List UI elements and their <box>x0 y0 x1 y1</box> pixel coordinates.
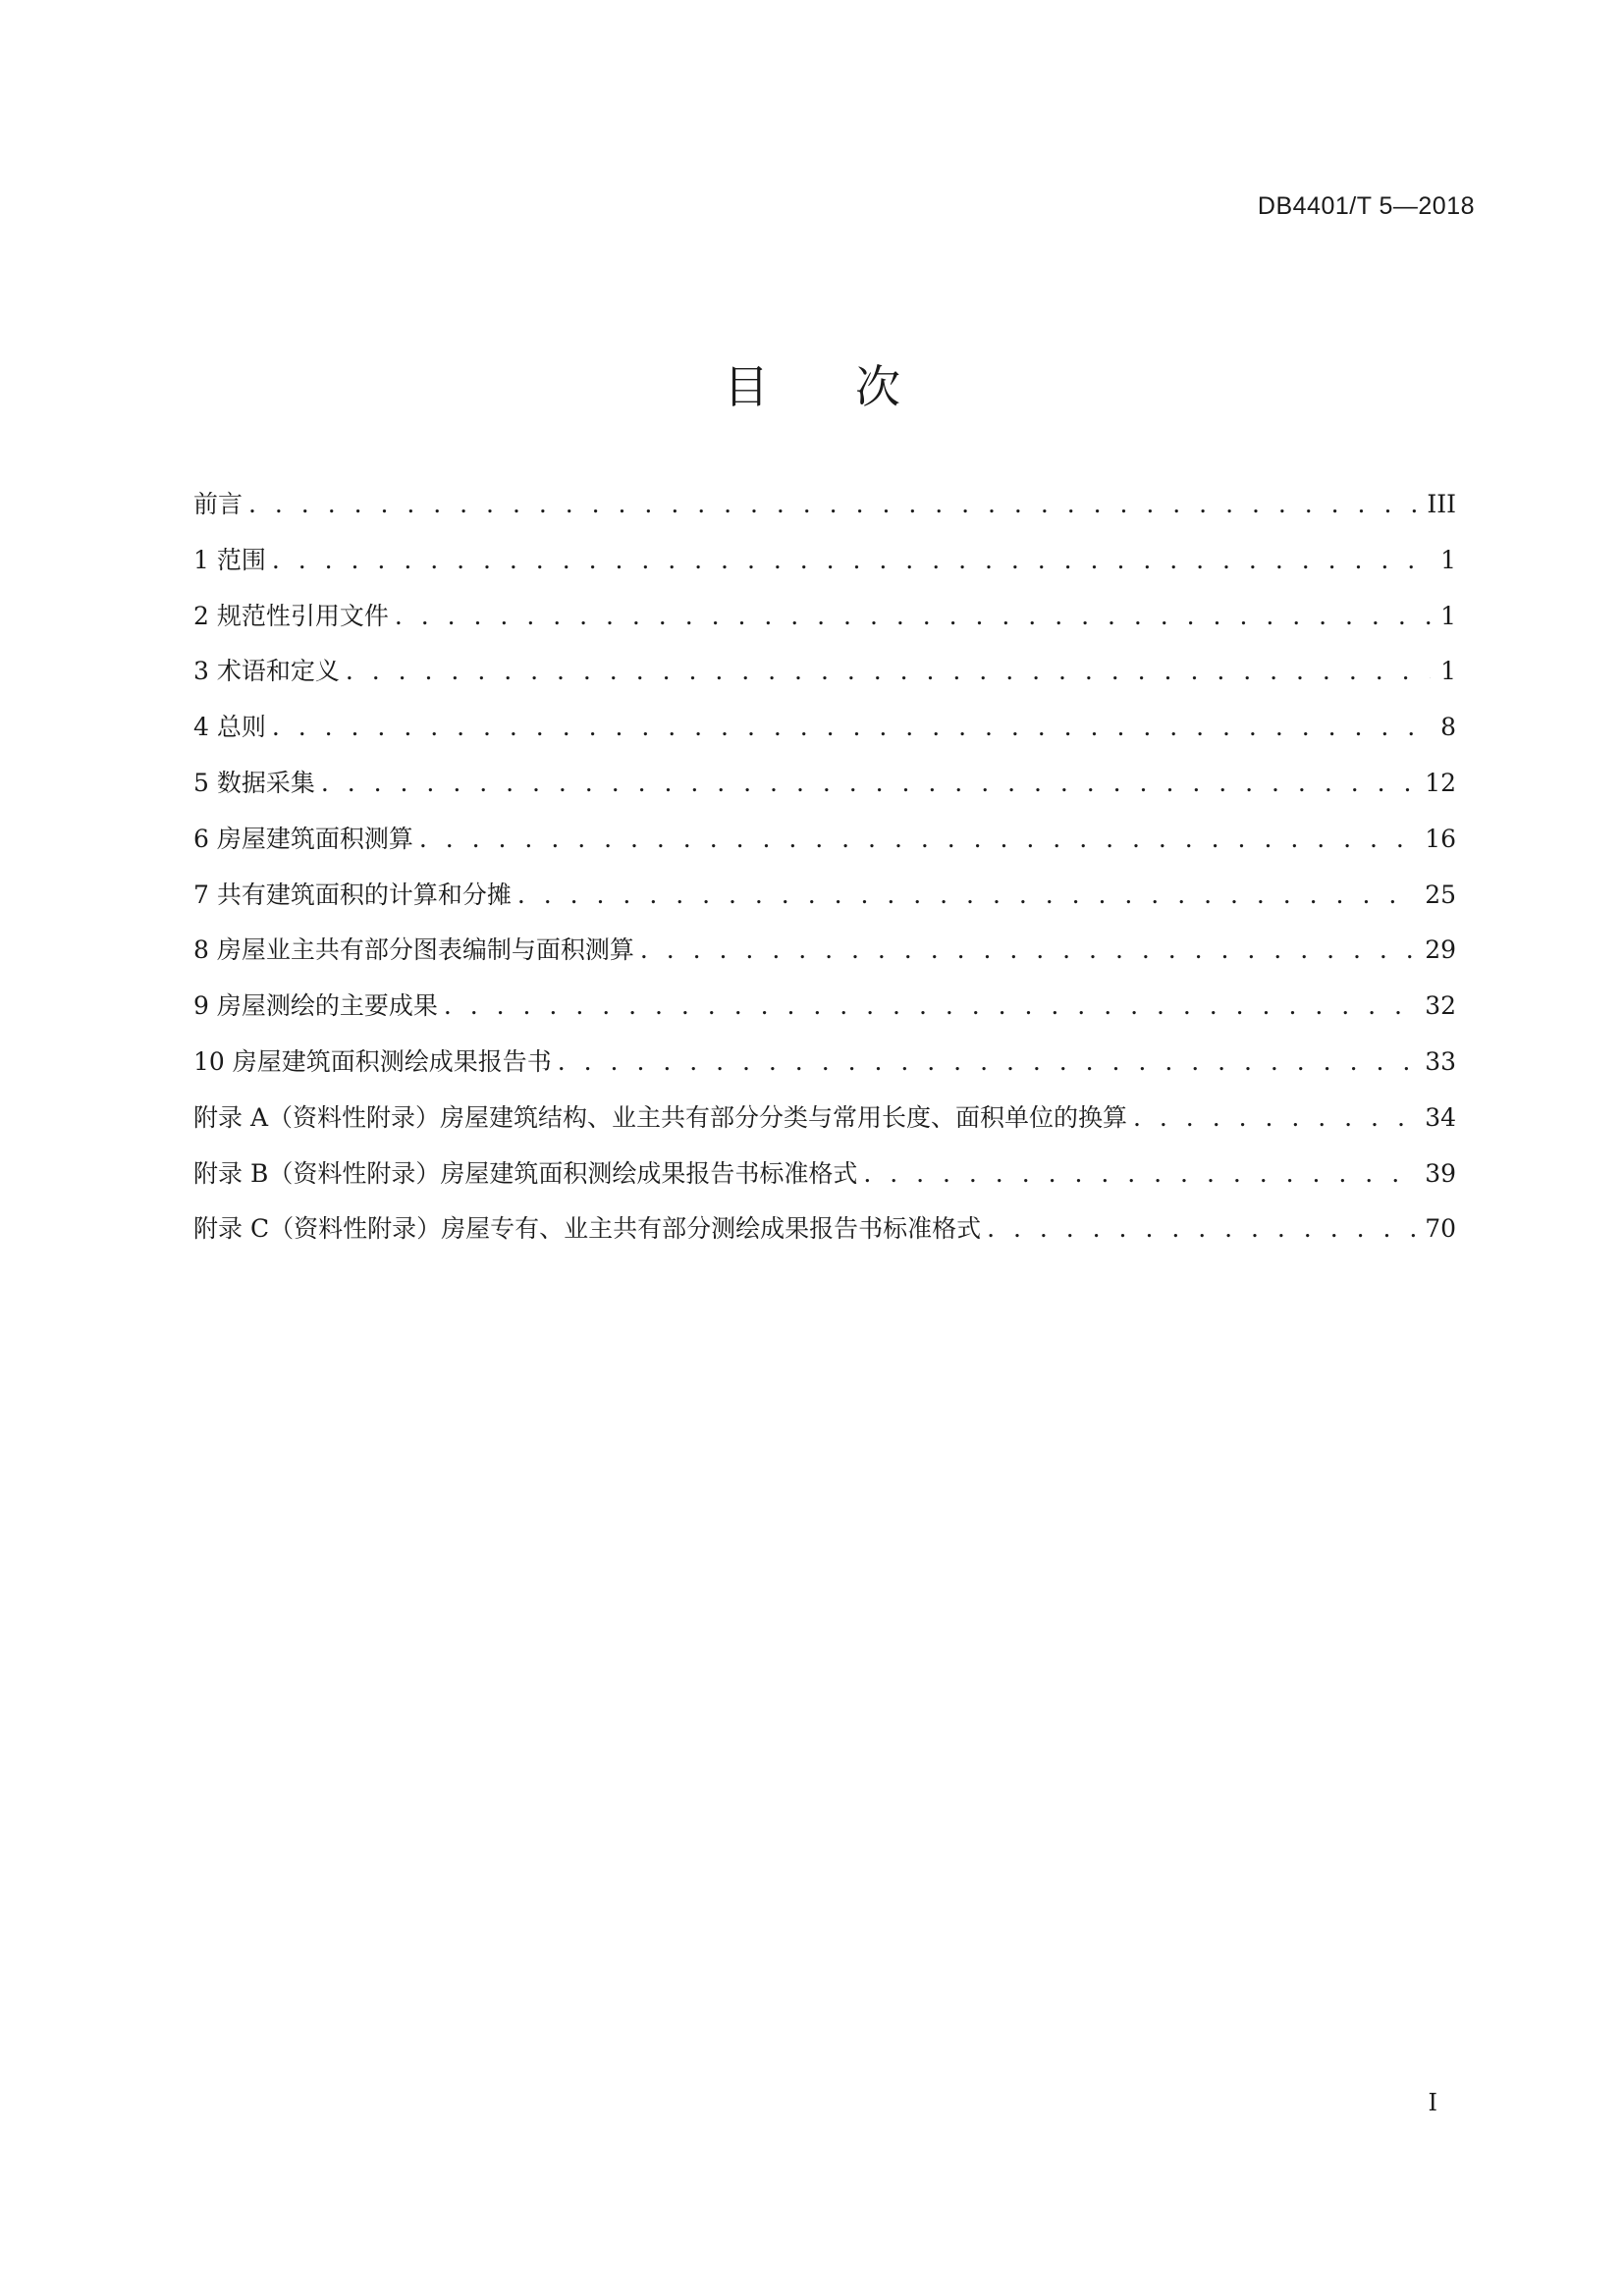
toc-entry-label: 前言 <box>193 490 244 518</box>
toc-dot-leader <box>987 1214 1415 1243</box>
toc-entry-label: 附录 A（资料性附录）房屋建筑结构、业主共有部分分类与常用长度、面积单位的换算 <box>193 1102 1128 1132</box>
toc-entry-label: 5 数据采集 <box>193 768 315 797</box>
page-number: I <box>1428 2089 1437 2116</box>
toc-entry-1[interactable] <box>193 541 1456 597</box>
table-of-contents <box>193 485 1456 1265</box>
toc-entry-3[interactable] <box>193 652 1456 708</box>
toc-dot-leader <box>395 602 1431 630</box>
toc-entry-label: 10 房屋建筑面积测绘成果报告书 <box>193 1046 552 1076</box>
toc-entry-page: 39 <box>1425 1158 1456 1188</box>
toc-entry-label: 1 范围 <box>193 545 266 574</box>
toc-dot-leader <box>419 825 1415 853</box>
toc-entry-page: 34 <box>1425 1102 1456 1132</box>
toc-entry-6[interactable] <box>193 820 1456 876</box>
toc-entry-label: 3 术语和定义 <box>193 657 340 686</box>
toc-entry-appendix-c[interactable] <box>193 1209 1456 1265</box>
toc-entry-8[interactable] <box>193 931 1456 987</box>
toc-entry-label: 4 总则 <box>193 713 266 742</box>
toc-dot-leader <box>1133 1103 1415 1132</box>
toc-entry-page: 8 <box>1440 713 1456 742</box>
toc-entry-label: 9 房屋测绘的主要成果 <box>193 991 438 1021</box>
toc-entry-page: 33 <box>1425 1046 1456 1076</box>
toc-entry-preface[interactable] <box>193 485 1456 541</box>
toc-entry-5[interactable] <box>193 764 1456 820</box>
toc-entry-label: 6 房屋建筑面积测算 <box>193 824 413 853</box>
toc-entry-7[interactable] <box>193 876 1456 932</box>
toc-entry-page: 25 <box>1425 880 1456 909</box>
toc-entry-page: 32 <box>1425 991 1456 1021</box>
toc-dot-leader <box>321 769 1415 797</box>
toc-entry-page: 12 <box>1425 768 1456 797</box>
toc-entry-page: 1 <box>1440 657 1456 686</box>
toc-dot-leader <box>248 490 1417 518</box>
toc-entry-label: 8 房屋业主共有部分图表编制与面积测算 <box>193 935 634 965</box>
toc-dot-leader <box>272 713 1431 741</box>
toc-entry-label: 7 共有建筑面积的计算和分摊 <box>193 880 512 909</box>
toc-entry-label: 附录 C（资料性附录）房屋专有、业主共有部分测绘成果报告书标准格式 <box>193 1214 982 1244</box>
toc-entry-4[interactable] <box>193 708 1456 764</box>
toc-entry-appendix-a[interactable] <box>193 1098 1456 1154</box>
toc-entry-10[interactable] <box>193 1042 1456 1098</box>
toc-entry-label: 附录 B（资料性附录）房屋建筑面积测绘成果报告书标准格式 <box>193 1158 858 1188</box>
toc-entry-page: 16 <box>1425 824 1456 853</box>
toc-entry-page: 1 <box>1440 545 1456 574</box>
toc-dot-leader <box>640 935 1415 964</box>
toc-dot-leader <box>444 991 1415 1020</box>
toc-dot-leader <box>863 1159 1415 1188</box>
page-title: 目次 <box>724 360 987 413</box>
toc-entry-page: 70 <box>1425 1214 1456 1244</box>
toc-entry-2[interactable] <box>193 597 1456 653</box>
toc-dot-leader <box>517 881 1415 909</box>
toc-dot-leader <box>346 657 1431 685</box>
document-code: DB4401/T 5—2018 <box>1257 192 1475 220</box>
toc-entry-page: 29 <box>1425 935 1456 965</box>
toc-entry-9[interactable] <box>193 987 1456 1042</box>
toc-entry-page: 1 <box>1440 601 1456 630</box>
toc-entry-label: 2 规范性引用文件 <box>193 601 389 630</box>
toc-entry-page: III <box>1427 490 1456 518</box>
toc-dot-leader <box>272 546 1431 574</box>
toc-entry-appendix-b[interactable] <box>193 1154 1456 1210</box>
toc-dot-leader <box>558 1047 1415 1076</box>
